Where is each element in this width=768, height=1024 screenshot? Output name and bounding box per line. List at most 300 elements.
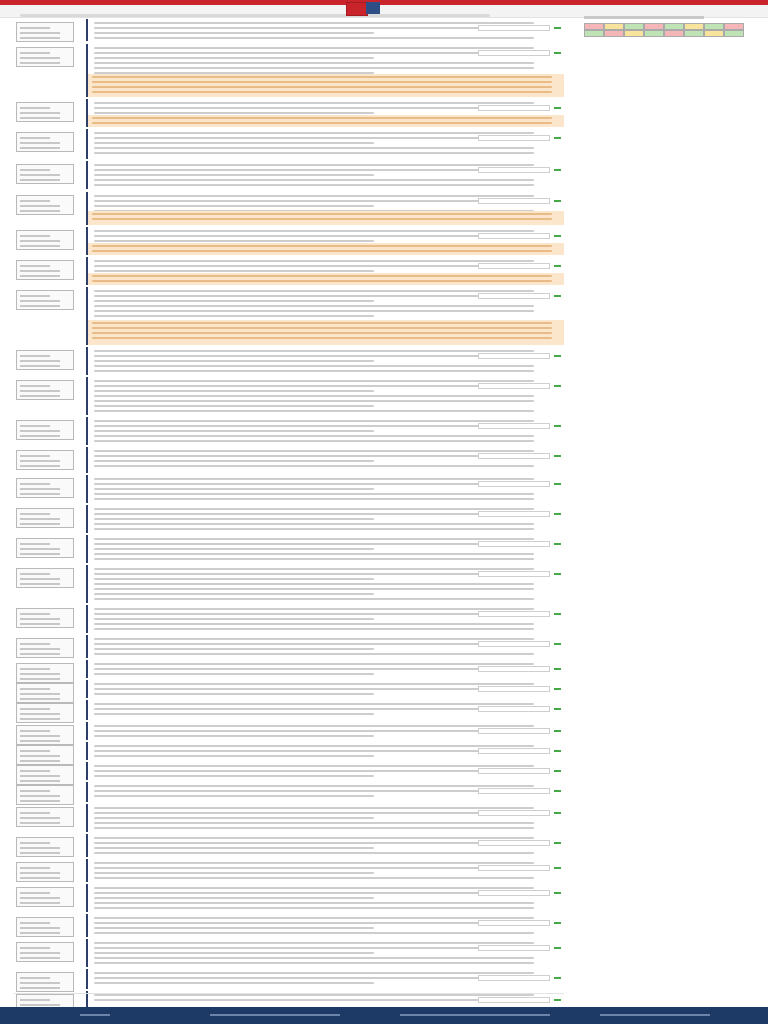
question-text-line <box>94 195 534 197</box>
answer-field[interactable] <box>478 453 550 459</box>
question-text-line <box>94 488 374 490</box>
answer-field[interactable] <box>478 611 550 617</box>
question-text-line <box>94 385 534 387</box>
question-navigation-cell[interactable] <box>624 30 644 37</box>
question-text-line <box>94 305 534 307</box>
question-text-line <box>94 663 534 665</box>
question-text-line <box>94 543 534 545</box>
question-info-box[interactable] <box>16 350 74 370</box>
question-navigation-cell[interactable] <box>724 23 744 30</box>
question-text-line <box>94 465 534 467</box>
check-icon <box>554 385 561 387</box>
question-text-line <box>94 405 374 407</box>
question-text-line <box>94 315 374 317</box>
question-info-box[interactable] <box>16 22 74 42</box>
feedback-text-line <box>92 245 552 247</box>
answer-field[interactable] <box>478 50 550 56</box>
question-text-area <box>86 884 564 912</box>
question-row <box>14 287 564 345</box>
question-info-box[interactable] <box>16 942 74 962</box>
question-info-box[interactable] <box>16 917 74 937</box>
question-info-box[interactable] <box>16 638 74 658</box>
check-icon <box>554 573 561 575</box>
question-text-line <box>94 775 374 777</box>
feedback-box <box>88 273 564 285</box>
question-text-line <box>94 240 374 242</box>
question-row <box>14 742 564 760</box>
check-icon <box>554 169 561 171</box>
question-text-line <box>94 22 534 24</box>
check-icon <box>554 265 561 267</box>
question-text-line <box>94 528 534 530</box>
feedback-text-line <box>92 122 552 124</box>
question-row <box>14 969 564 989</box>
question-text-line <box>94 174 374 176</box>
feedback-text-line <box>92 327 552 329</box>
question-text-line <box>94 37 534 39</box>
check-icon <box>554 790 561 792</box>
question-row <box>14 417 564 445</box>
feedback-text-line <box>92 322 552 324</box>
question-text-line <box>94 877 534 879</box>
question-navigation-cell[interactable] <box>644 23 664 30</box>
question-text-line <box>94 932 534 934</box>
check-icon <box>554 137 561 139</box>
question-text-line <box>94 230 534 232</box>
question-text-line <box>94 235 534 237</box>
question-row <box>14 939 564 967</box>
question-info-box[interactable] <box>16 132 74 152</box>
question-info-box[interactable] <box>16 887 74 907</box>
check-icon <box>554 668 561 670</box>
question-row <box>14 804 564 832</box>
answer-field[interactable] <box>478 263 550 269</box>
footer-link[interactable] <box>210 1014 340 1016</box>
question-text-line <box>94 982 374 984</box>
question-info-box[interactable] <box>16 972 74 992</box>
check-icon <box>554 892 561 894</box>
question-info-box[interactable] <box>16 164 74 184</box>
question-navigation-cell[interactable] <box>584 30 604 37</box>
answer-field[interactable] <box>478 383 550 389</box>
question-navigation-cell[interactable] <box>604 30 624 37</box>
feedback-text-line <box>92 91 552 93</box>
question-info-box[interactable] <box>16 260 74 280</box>
question-row <box>14 44 564 97</box>
question-row <box>14 377 564 415</box>
question-text-area <box>86 804 564 832</box>
question-text-line <box>94 907 534 909</box>
question-text-line <box>94 508 534 510</box>
question-text-line <box>94 400 534 402</box>
question-row <box>14 129 564 159</box>
answer-field[interactable] <box>478 167 550 173</box>
question-text-line <box>94 897 374 899</box>
question-text-line <box>94 977 534 979</box>
question-text-line <box>94 380 534 382</box>
question-text-line <box>94 67 534 69</box>
question-text-area <box>86 417 564 445</box>
answer-field[interactable] <box>478 768 550 774</box>
feedback-text-line <box>92 250 552 252</box>
check-icon <box>554 295 561 297</box>
question-text-line <box>94 593 374 595</box>
answer-field[interactable] <box>478 481 550 487</box>
answer-field[interactable] <box>478 920 550 926</box>
feedback-text-line <box>92 117 552 119</box>
question-text-line <box>94 102 534 104</box>
question-text-line <box>94 450 534 452</box>
question-text-line <box>94 290 534 292</box>
check-icon <box>554 812 561 814</box>
question-row <box>14 447 564 473</box>
question-text-line <box>94 460 374 462</box>
question-info-box[interactable] <box>16 380 74 400</box>
check-icon <box>554 922 561 924</box>
question-row <box>14 834 564 857</box>
question-row <box>14 635 564 658</box>
feedback-text-line <box>92 81 552 83</box>
question-text-line <box>94 390 374 392</box>
quiz-navigation-panel <box>584 16 754 38</box>
question-text-line <box>94 430 374 432</box>
question-row <box>14 680 564 698</box>
answer-field[interactable] <box>478 728 550 734</box>
question-info-box[interactable] <box>16 47 74 67</box>
question-text-area <box>86 129 564 159</box>
question-text-line <box>94 425 534 427</box>
question-text-line <box>94 478 534 480</box>
answer-field[interactable] <box>478 198 550 204</box>
question-text-area <box>86 680 564 698</box>
logo-icon[interactable] <box>346 2 368 16</box>
question-navigation-cell[interactable] <box>624 23 644 30</box>
question-text-line <box>94 902 534 904</box>
question-text-line <box>94 613 534 615</box>
question-text-line <box>94 770 534 772</box>
question-text-line <box>94 132 534 134</box>
question-navigation-cell[interactable] <box>604 23 624 30</box>
feedback-text-line <box>92 337 552 339</box>
question-info-box[interactable] <box>16 420 74 440</box>
answer-field[interactable] <box>478 233 550 239</box>
answer-field[interactable] <box>478 135 550 141</box>
question-info-box[interactable] <box>16 862 74 882</box>
question-text-area <box>86 762 564 780</box>
question-text-line <box>94 410 534 412</box>
question-navigation-cell[interactable] <box>704 30 724 37</box>
question-text-line <box>94 852 534 854</box>
question-navigation-cell[interactable] <box>724 30 744 37</box>
question-row <box>14 535 564 563</box>
question-navigation-cell[interactable] <box>684 23 704 30</box>
check-icon <box>554 730 561 732</box>
question-text-line <box>94 623 534 625</box>
question-text-line <box>94 765 534 767</box>
answer-field[interactable] <box>478 353 550 359</box>
question-text-line <box>94 395 534 397</box>
answer-field[interactable] <box>478 945 550 951</box>
answer-field[interactable] <box>478 541 550 547</box>
question-text-line <box>94 365 534 367</box>
question-info-box[interactable] <box>16 102 74 122</box>
question-row <box>14 660 564 678</box>
question-text-line <box>94 785 534 787</box>
question-text-line <box>94 350 534 352</box>
question-row <box>14 762 564 780</box>
question-text-line <box>94 355 534 357</box>
question-navigation-cell[interactable] <box>664 30 684 37</box>
question-text-line <box>94 498 534 500</box>
question-text-line <box>94 750 534 752</box>
question-text-line <box>94 867 534 869</box>
question-row <box>14 99 564 127</box>
answer-field[interactable] <box>478 423 550 429</box>
question-text-line <box>94 638 534 640</box>
question-text-line <box>94 618 374 620</box>
question-text-line <box>94 538 534 540</box>
question-text-area <box>86 347 564 375</box>
question-text-line <box>94 265 534 267</box>
question-text-line <box>94 917 534 919</box>
question-text-line <box>94 807 534 809</box>
feedback-text-line <box>92 218 552 220</box>
check-icon <box>554 613 561 615</box>
question-text-line <box>94 169 534 171</box>
answer-field[interactable] <box>478 571 550 577</box>
answer-field[interactable] <box>478 975 550 981</box>
question-text-line <box>94 205 374 207</box>
check-icon <box>554 27 561 29</box>
question-text-line <box>94 847 374 849</box>
check-icon <box>554 513 561 515</box>
question-text-line <box>94 708 534 710</box>
feedback-box <box>88 74 564 97</box>
question-navigation-cell[interactable] <box>584 23 604 30</box>
question-text-line <box>94 112 374 114</box>
answer-field[interactable] <box>478 641 550 647</box>
question-text-line <box>94 513 534 515</box>
answer-field[interactable] <box>478 105 550 111</box>
check-icon <box>554 543 561 545</box>
question-text-line <box>94 518 374 520</box>
question-info-box[interactable] <box>16 230 74 250</box>
answer-field[interactable] <box>478 788 550 794</box>
question-text-area <box>86 19 564 41</box>
question-text-line <box>94 862 534 864</box>
question-text-line <box>94 32 374 34</box>
question-text-line <box>94 837 534 839</box>
question-navigation-cell[interactable] <box>664 23 684 30</box>
footer-link[interactable] <box>400 1014 550 1016</box>
question-text-line <box>94 683 534 685</box>
question-text-line <box>94 822 534 824</box>
question-row <box>14 505 564 533</box>
answer-field[interactable] <box>478 865 550 871</box>
question-text-line <box>94 184 534 186</box>
check-icon <box>554 355 561 357</box>
question-text-line <box>94 872 374 874</box>
question-text-area <box>86 742 564 760</box>
question-text-line <box>94 27 534 29</box>
question-text-line <box>94 755 374 757</box>
question-row <box>14 782 564 802</box>
question-text-line <box>94 558 534 560</box>
question-navigation-cell[interactable] <box>644 30 664 37</box>
question-text-line <box>94 455 534 457</box>
question-text-line <box>94 972 534 974</box>
question-info-box[interactable] <box>16 785 74 805</box>
feedback-box <box>88 320 564 345</box>
check-icon <box>554 842 561 844</box>
answer-field[interactable] <box>478 840 550 846</box>
question-text-line <box>94 62 534 64</box>
question-text-area <box>86 447 564 473</box>
question-text-line <box>94 713 374 715</box>
check-icon <box>554 200 561 202</box>
question-text-area <box>86 782 564 802</box>
question-text-line <box>94 892 534 894</box>
question-text-line <box>94 310 534 312</box>
question-row <box>14 257 564 285</box>
question-text-line <box>94 435 534 437</box>
question-text-area <box>86 377 564 415</box>
question-text-line <box>94 643 534 645</box>
question-navigation-cell[interactable] <box>684 30 704 37</box>
answer-field[interactable] <box>478 706 550 712</box>
answer-field[interactable] <box>478 511 550 517</box>
check-icon <box>554 977 561 979</box>
question-text-line <box>94 817 374 819</box>
answer-field[interactable] <box>478 748 550 754</box>
answer-field[interactable] <box>478 293 550 299</box>
check-icon <box>554 947 561 949</box>
question-text-line <box>94 493 534 495</box>
feedback-text-line <box>92 213 552 215</box>
feedback-box <box>88 115 564 127</box>
check-icon <box>554 483 561 485</box>
page-navigation[interactable] <box>14 993 564 1004</box>
answer-field[interactable] <box>478 25 550 31</box>
question-text-line <box>94 360 374 362</box>
question-text-line <box>94 648 374 650</box>
question-text-line <box>94 107 534 109</box>
question-row <box>14 884 564 912</box>
question-text-line <box>94 300 374 302</box>
question-text-line <box>94 52 534 54</box>
check-icon <box>554 425 561 427</box>
question-text-line <box>94 842 534 844</box>
question-info-box[interactable] <box>16 837 74 857</box>
question-text-area <box>86 859 564 882</box>
question-text-line <box>94 523 534 525</box>
question-text-line <box>94 553 534 555</box>
question-info-box[interactable] <box>16 508 74 528</box>
question-text-line <box>94 147 534 149</box>
question-text-line <box>94 270 374 272</box>
question-text-line <box>94 725 534 727</box>
question-text-line <box>94 295 534 297</box>
feedback-box <box>88 211 564 225</box>
check-icon <box>554 235 561 237</box>
question-text-line <box>94 483 534 485</box>
logo-text <box>366 2 380 14</box>
question-text-area <box>86 660 564 678</box>
question-row <box>14 700 564 720</box>
question-text-line <box>94 962 534 964</box>
question-text-area <box>86 834 564 857</box>
quiz-review-content <box>14 19 564 1004</box>
quiz-navigation-title <box>584 16 704 19</box>
question-info-box[interactable] <box>16 195 74 215</box>
question-text-line <box>94 735 374 737</box>
check-icon <box>554 455 561 457</box>
footer-link[interactable] <box>600 1014 710 1016</box>
question-text-line <box>94 812 534 814</box>
question-text-line <box>94 688 534 690</box>
question-row <box>14 722 564 740</box>
question-text-area <box>86 475 564 503</box>
breadcrumb[interactable] <box>20 14 490 17</box>
question-text-line <box>94 730 534 732</box>
answer-field[interactable] <box>478 810 550 816</box>
question-row <box>14 914 564 937</box>
question-text-line <box>94 260 534 262</box>
question-text-line <box>94 673 374 675</box>
check-icon <box>554 867 561 869</box>
question-text-line <box>94 573 534 575</box>
question-row <box>14 192 564 225</box>
question-info-box[interactable] <box>16 703 74 723</box>
answer-field[interactable] <box>478 686 550 692</box>
question-text-line <box>94 628 534 630</box>
question-text-line <box>94 608 534 610</box>
question-text-line <box>94 420 534 422</box>
question-info-box[interactable] <box>16 290 74 310</box>
check-icon <box>554 770 561 772</box>
question-info-box[interactable] <box>16 568 74 588</box>
question-text-line <box>94 957 534 959</box>
answer-field[interactable] <box>478 666 550 672</box>
feedback-box <box>88 243 564 255</box>
question-info-box[interactable] <box>16 450 74 470</box>
check-icon <box>554 688 561 690</box>
question-text-line <box>94 152 534 154</box>
question-text-line <box>94 440 534 442</box>
question-row <box>14 475 564 503</box>
answer-field[interactable] <box>478 890 550 896</box>
question-text-line <box>94 57 374 59</box>
question-text-line <box>94 200 534 202</box>
question-text-area <box>86 722 564 740</box>
question-text-line <box>94 179 534 181</box>
question-row <box>14 347 564 375</box>
check-icon <box>554 52 561 54</box>
question-row <box>14 605 564 633</box>
question-navigation-cell[interactable] <box>704 23 724 30</box>
check-icon <box>554 107 561 109</box>
question-text-area <box>86 700 564 720</box>
question-text-area <box>86 969 564 989</box>
footer-link[interactable] <box>80 1014 110 1016</box>
question-info-box[interactable] <box>16 478 74 498</box>
question-text-area <box>86 635 564 658</box>
question-info-box[interactable] <box>16 807 74 827</box>
question-text-line <box>94 137 534 139</box>
question-info-box[interactable] <box>16 538 74 558</box>
question-info-box[interactable] <box>16 608 74 628</box>
question-text-line <box>94 693 374 695</box>
